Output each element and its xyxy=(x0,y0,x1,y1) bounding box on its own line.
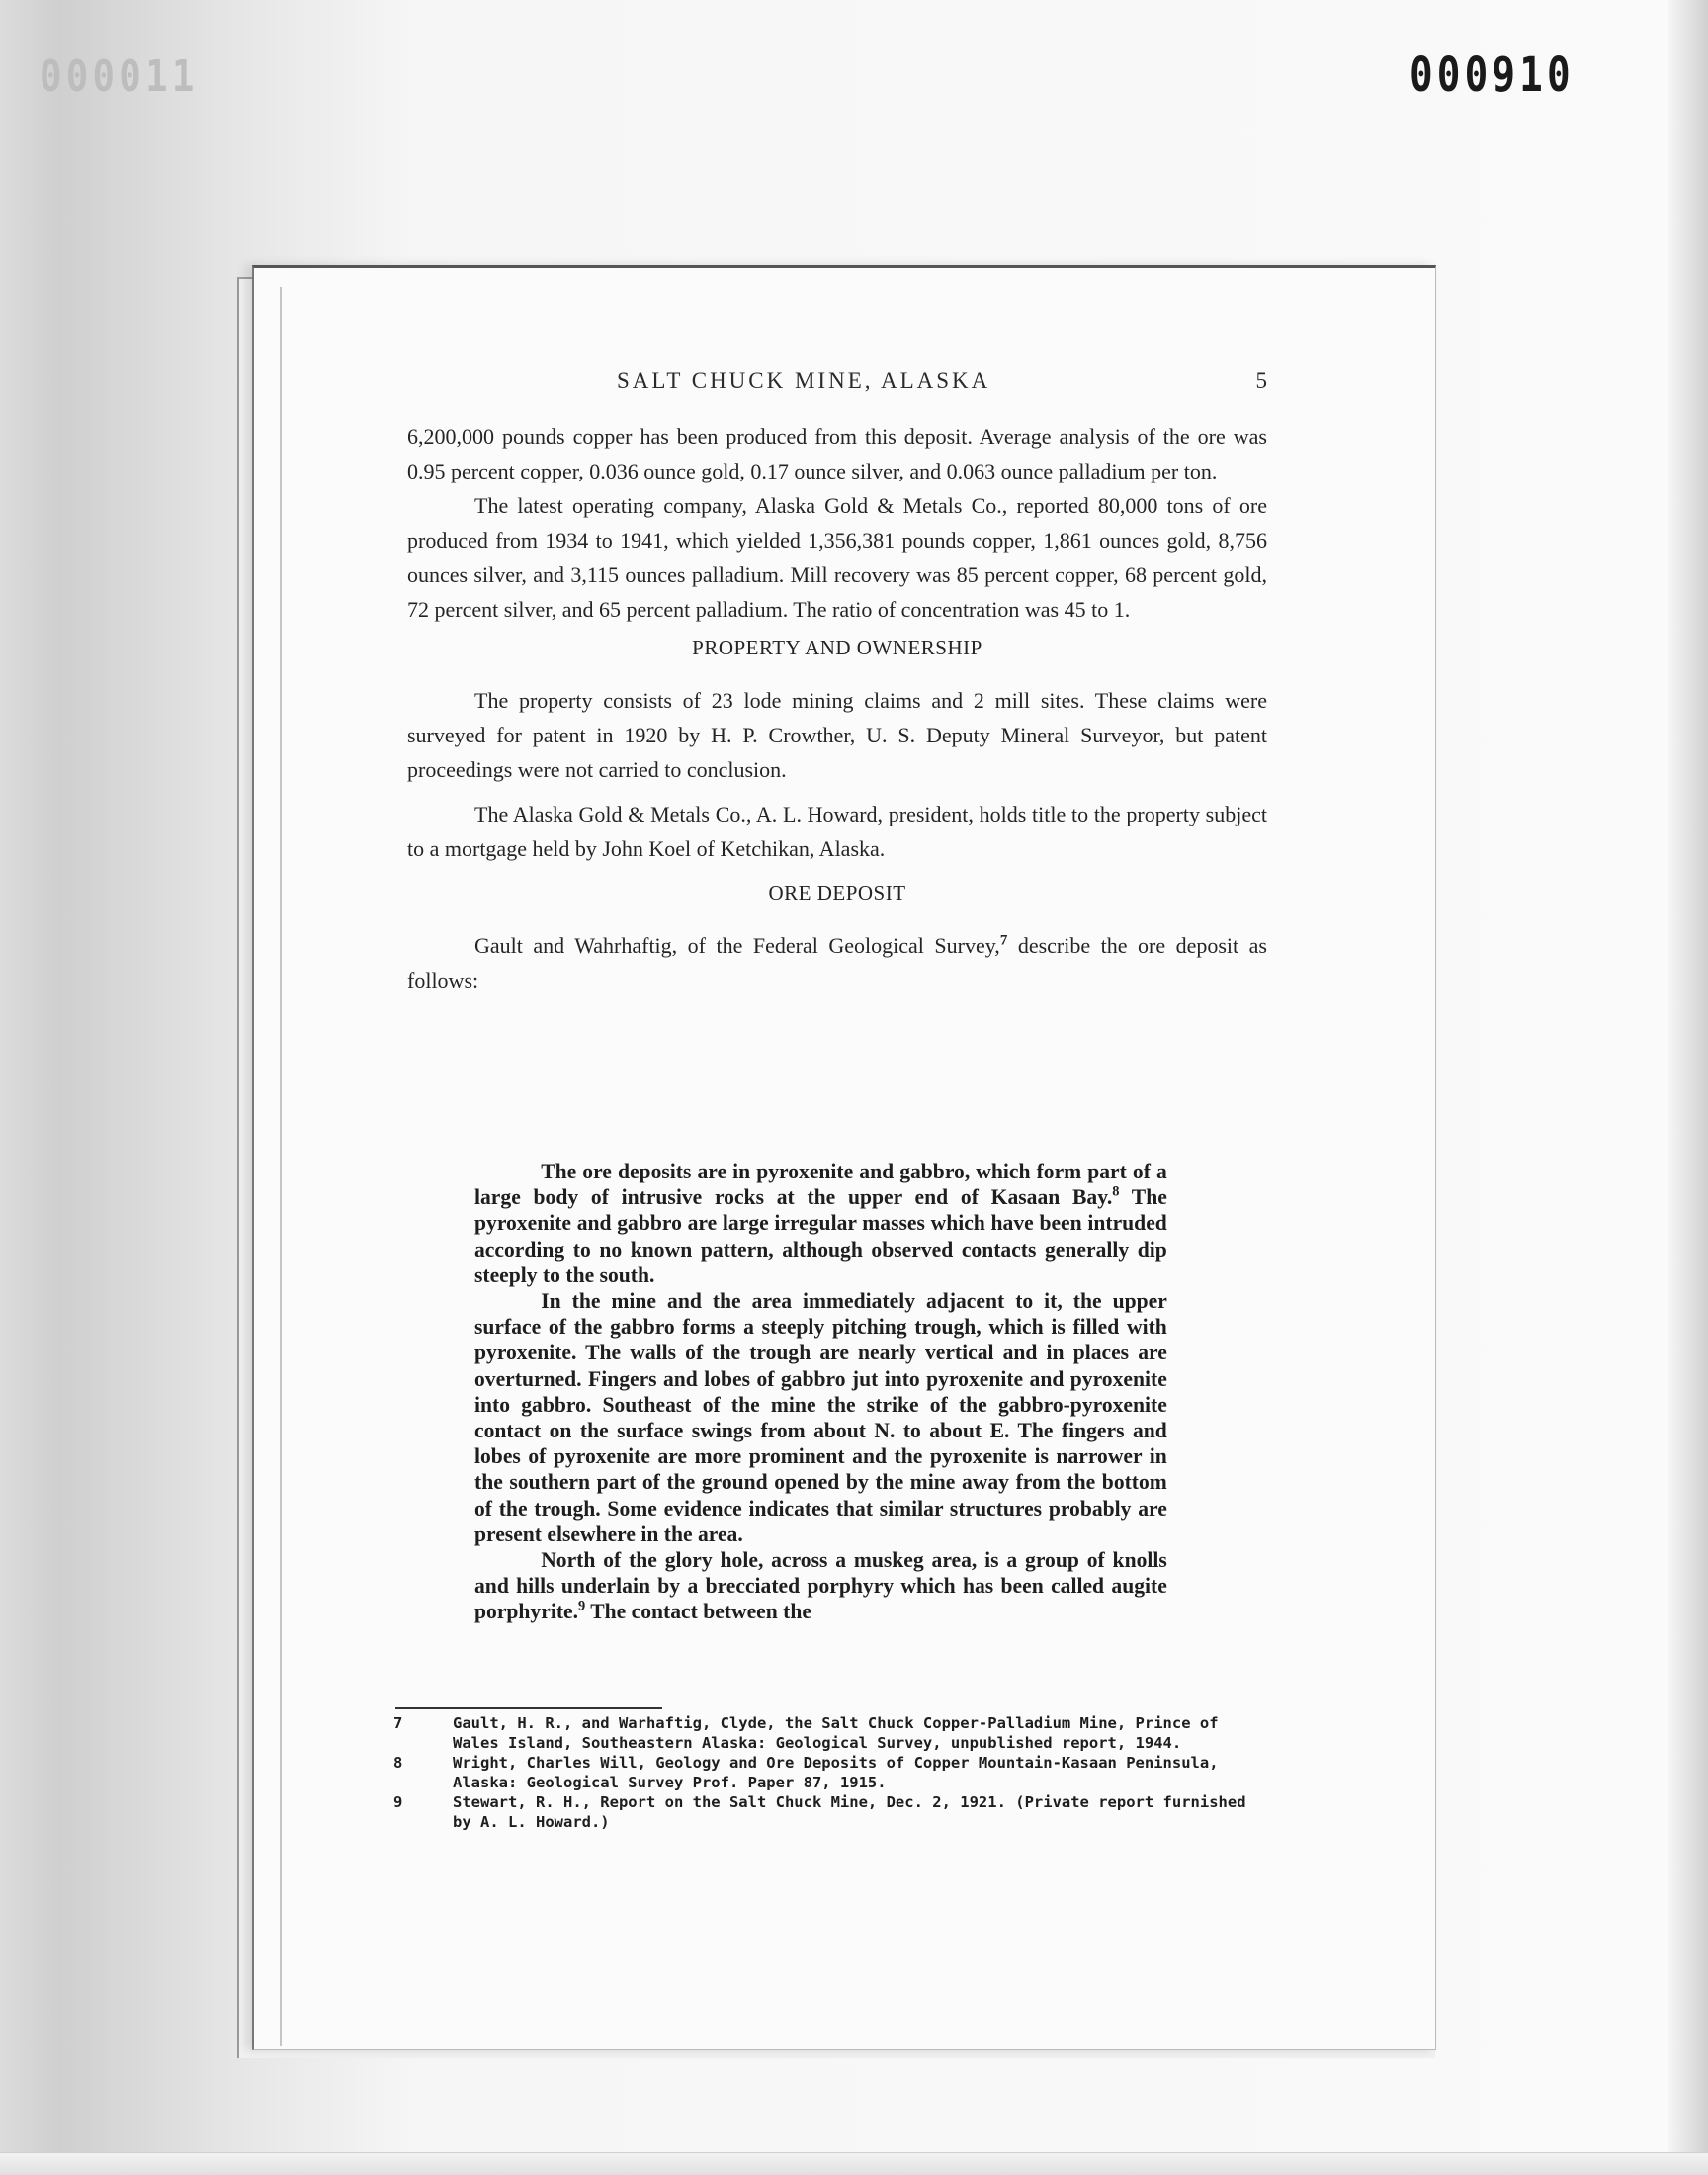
heading-property-ownership: PROPERTY AND OWNERSHIP xyxy=(692,636,982,659)
footnote-text: Gault, H. R., and Warhaftig, Clyde, the Salt Chuck Copper-Palladium Mine, Prince of Wales Island, Southeastern Alaska: Geological Survey, unpublished report, 1944. xyxy=(453,1714,1219,1752)
quote-paragraph-2: In the mine and the area immediately adjacent to it, the upper surface of the gabbro forms a steeply pitching trough, which is filled with pyroxenite. The walls of the trough are nearly vertical and in places are overturned. Fingers and lobes of gabbro jut into pyroxenite and pyroxenite into gabbro. Southeast of the mine the strike of the gabbro-pyroxenite contact on the surface swings from about N. to about E. The fingers and lobes of pyroxenite are more prominent and the pyroxenite is narrower in the southern part of the ground opened by the mine away from the bottom of the trough. Some evidence indicates that similar structures probably are present elsewhere in the area. xyxy=(474,1288,1167,1546)
footnote xyxy=(393,1753,1263,1792)
paragraph-operating-company: The latest operating company, Alaska Gold & Metals Co., reported 80,000 tons of ore produced from 1934 to 1941, which yielded 1,356,381 pounds copper, 1,861 ounces gold, 8,756 ounces silver, and 3,115 ounces palladium. Mill recovery was 85 percent copper, 68 percent gold, 72 percent silver, and 65 percent palladium. The ratio of concentration was 45 to 1. xyxy=(407,493,1267,622)
paragraph-ore-intro xyxy=(407,928,1267,998)
faded-page-stamp: 000011 xyxy=(40,51,199,102)
running-header xyxy=(407,368,1267,399)
page-stamp-number: 000910 xyxy=(1409,47,1575,103)
block-quote xyxy=(474,1159,1167,1625)
ore-intro-text-end: describe the ore deposit as follows: xyxy=(407,933,1267,993)
body-text xyxy=(407,419,1267,998)
footnote-ref-7: 7 xyxy=(999,932,1008,949)
quote-paragraph-1 xyxy=(474,1159,1167,1288)
running-header-title: SALT CHUCK MINE, ALASKA xyxy=(617,368,991,392)
footnote-ref-8: 8 xyxy=(1112,1183,1120,1200)
quote-paragraph-3 xyxy=(474,1547,1167,1625)
page-number: 5 xyxy=(1255,368,1267,392)
scan-bottom-edge xyxy=(0,2152,1708,2175)
footnote-number: 7 xyxy=(393,1714,403,1732)
footnote-text: Wright, Charles Will, Geology and Ore Deposits of Copper Mountain-Kasaan Peninsula, Alaska: Geological Survey Prof. Paper 87, 1915. xyxy=(453,1754,1219,1791)
footnote xyxy=(393,1792,1263,1832)
quote-1-text-end: The pyroxenite and gabbro are large irregular masses which have been intruded according to no known pattern, although observed contacts generally dip steeply to the south. xyxy=(474,1184,1167,1287)
footnote-number: 8 xyxy=(393,1754,403,1772)
paragraph-claims: The property consists of 23 lode mining claims and 2 mill sites. These claims were surveyed for patent in 1920 by H. P. Crowther, U. S. Deputy Mineral Surveyor, but patent proceedings were not carried to conclusion. xyxy=(407,688,1267,782)
page-fold-line xyxy=(280,287,282,2046)
footnote xyxy=(393,1713,1263,1753)
quote-3-text-end: The contact between the xyxy=(585,1599,811,1624)
heading-ore-deposit: ORE DEPOSIT xyxy=(768,881,906,905)
quote-3-text: North of the glory hole, across a muskeg area, is a group of knolls and hills underlain by a brecciated porphyry which has been called augite porphyrite. xyxy=(474,1547,1167,1624)
footnote-number: 9 xyxy=(393,1793,403,1811)
footnote-text: Stewart, R. H., Report on the Salt Chuck Mine, Dec. 2, 1921. (Private report furnished by A. L. Howard.) xyxy=(453,1793,1246,1831)
footnote-ref-9: 9 xyxy=(578,1598,586,1614)
footnote-rule xyxy=(395,1707,662,1709)
paragraph-title-holder: The Alaska Gold & Metals Co., A. L. Howard, president, holds title to the property subject to a mortgage held by John Koel of Ketchikan, Alaska. xyxy=(407,802,1267,861)
paragraph-production: 6,200,000 pounds copper has been produced from this deposit. Average analysis of the ore was 0.95 percent copper, 0.036 ounce gold, 0.17 ounce silver, and 0.063 ounce palladium per ton. xyxy=(407,424,1267,483)
footnotes xyxy=(393,1713,1263,1832)
scan-right-edge xyxy=(1668,0,1708,2175)
ore-intro-text: Gault and Wahrhaftig, of the Federal Geological Survey, xyxy=(474,933,1000,958)
quote-1-text: The ore deposits are in pyroxenite and gabbro, which form part of a large body of intrusive rocks at the upper end of Kasaan Bay. xyxy=(474,1159,1167,1210)
